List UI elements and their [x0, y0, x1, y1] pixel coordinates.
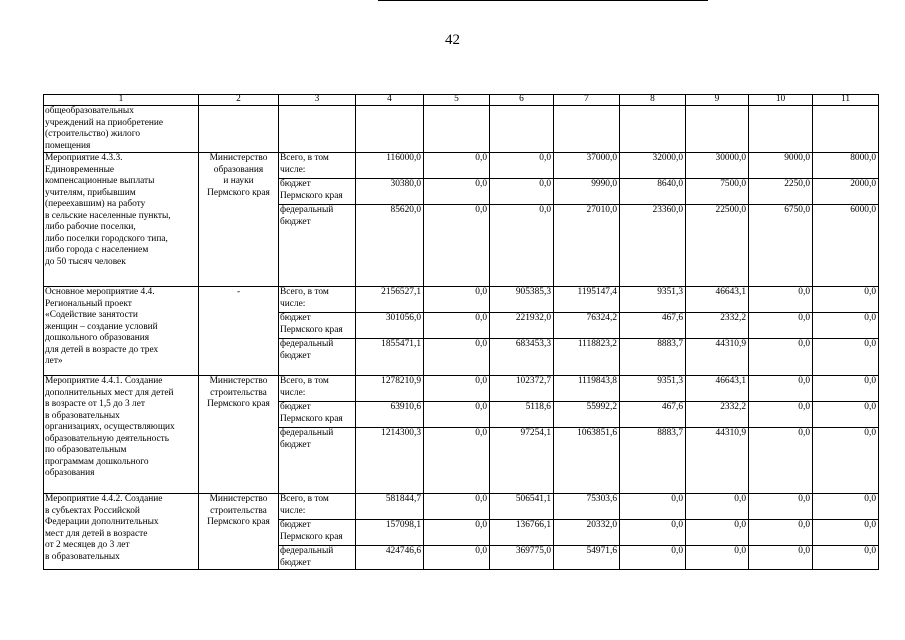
- amount-cell: 0,0: [813, 402, 879, 428]
- activity-name-line: Мероприятие 4.4.2. Создание: [45, 494, 163, 504]
- column-number-header: 5: [424, 95, 490, 106]
- amount-cell: 20332,0: [554, 520, 620, 546]
- amount-cell: 102372,7: [490, 376, 554, 402]
- activity-name-line: либо поселки городского типа,: [45, 233, 168, 244]
- activity-name-line: компенсационные выплаты: [45, 176, 155, 186]
- empty-cell: [749, 106, 813, 153]
- amount-cell: 1195147,4: [554, 287, 620, 313]
- amount-cell: 54971,6: [554, 546, 620, 570]
- activity-name-line: учителям, прибывшим: [45, 187, 136, 198]
- amount-cell: 55992,2: [554, 402, 620, 428]
- amount-cell: 97254,1: [490, 428, 554, 494]
- column-number-header: 3: [279, 95, 356, 106]
- continuation-row: [44, 106, 879, 153]
- activity-name-line: Региональный проект: [45, 298, 132, 309]
- amount-cell: 0,0: [749, 520, 813, 546]
- funding-source-line: Пермского края: [280, 531, 343, 542]
- executor-line: образования: [213, 164, 264, 175]
- executor-line: строительства: [210, 505, 267, 516]
- executor-line: Пермского края: [207, 517, 270, 527]
- amount-cell: 0,0: [490, 153, 554, 179]
- column-number-header: 10: [749, 95, 813, 106]
- continuation-line: (строительство) жилого: [45, 129, 141, 139]
- amount-cell: 9000,0: [749, 153, 813, 179]
- amount-cell: 76324,2: [554, 313, 620, 339]
- funding-source-line: Всего, в том: [280, 376, 329, 386]
- amount-cell: 0,0: [424, 494, 490, 520]
- executor-cell: [199, 287, 279, 376]
- activity-name-line: дополнительных мест для детей: [45, 387, 174, 398]
- amount-cell: 0,0: [620, 546, 686, 570]
- funding-source-cell: [279, 153, 356, 179]
- funding-source-line: Всего, в том: [280, 153, 329, 163]
- funding-source-cell: [279, 428, 356, 494]
- amount-cell: 8000,0: [813, 153, 879, 179]
- funding-source-line: Всего, в том: [280, 494, 329, 504]
- amount-cell: 32000,0: [620, 153, 686, 179]
- amount-cell: 44310,9: [686, 428, 749, 494]
- funding-source-cell: [279, 205, 356, 287]
- empty-cell: [356, 106, 424, 153]
- funding-source-cell: [279, 520, 356, 546]
- activity-name-cell: [44, 153, 199, 287]
- amount-cell: 467,6: [620, 402, 686, 428]
- amount-cell: 0,0: [424, 153, 490, 179]
- funding-source-line: бюджет: [280, 557, 311, 568]
- funding-source-line: бюджет: [280, 216, 311, 227]
- activity-name-line: программам дошкольного: [45, 456, 149, 467]
- amount-cell: 1119843,8: [554, 376, 620, 402]
- amount-cell: 0,0: [424, 520, 490, 546]
- continuation-line: общеобразовательных: [45, 106, 134, 116]
- amount-cell: 0,0: [749, 546, 813, 570]
- table-row: [44, 494, 879, 520]
- activity-name-cell: [44, 376, 199, 494]
- amount-cell: 506541,1: [490, 494, 554, 520]
- amount-cell: 0,0: [813, 313, 879, 339]
- amount-cell: 1855471,1: [356, 339, 424, 376]
- activity-name-line: (переехавшим) на работу: [45, 199, 146, 209]
- amount-cell: 9351,3: [620, 376, 686, 402]
- activity-name-line: в образовательных: [45, 551, 120, 562]
- amount-cell: 1278210,9: [356, 376, 424, 402]
- activity-name-line: по образовательным: [45, 445, 127, 455]
- funding-source-line: федеральный: [280, 546, 334, 556]
- funding-source-line: Всего, в том: [280, 287, 329, 297]
- amount-cell: 0,0: [620, 520, 686, 546]
- table-row: [44, 153, 879, 179]
- amount-cell: 23360,0: [620, 205, 686, 287]
- page-number: 42: [445, 32, 460, 48]
- executor-line: Министерство: [209, 494, 268, 504]
- executor-line: Министерство: [209, 153, 268, 163]
- executor-cell: [199, 494, 279, 570]
- funding-source-line: числе:: [280, 164, 306, 175]
- executor-line: Пермского края: [207, 399, 270, 409]
- amount-cell: 0,0: [813, 428, 879, 494]
- amount-cell: 6750,0: [749, 205, 813, 287]
- funding-source-line: Пермского края: [280, 324, 343, 335]
- activity-name-line: для детей в возрасте до трех: [45, 344, 159, 355]
- amount-cell: 136766,1: [490, 520, 554, 546]
- funding-source-line: числе:: [280, 387, 306, 398]
- amount-cell: 37000,0: [554, 153, 620, 179]
- amount-cell: 2000,0: [813, 179, 879, 205]
- funding-source-line: бюджет: [280, 179, 311, 189]
- amount-cell: 8883,7: [620, 428, 686, 494]
- table-row: [44, 287, 879, 313]
- activity-name-line: Основное мероприятие 4.4.: [45, 287, 155, 297]
- amount-cell: 0,0: [490, 179, 554, 205]
- column-number-header: 7: [554, 95, 620, 106]
- empty-cell: [686, 106, 749, 153]
- amount-cell: 63910,6: [356, 402, 424, 428]
- amount-cell: 0,0: [749, 494, 813, 520]
- amount-cell: 0,0: [749, 287, 813, 313]
- amount-cell: 1214300,3: [356, 428, 424, 494]
- amount-cell: 2332,2: [686, 402, 749, 428]
- amount-cell: 0,0: [813, 546, 879, 570]
- amount-cell: 424746,6: [356, 546, 424, 570]
- column-number-header: 4: [356, 95, 424, 106]
- amount-cell: 905385,3: [490, 287, 554, 313]
- empty-cell: [199, 106, 279, 153]
- funding-source-line: бюджет: [280, 520, 311, 530]
- amount-cell: 0,0: [424, 402, 490, 428]
- amount-cell: 116000,0: [356, 153, 424, 179]
- activity-name-line: образования: [45, 468, 95, 478]
- amount-cell: 2156527,1: [356, 287, 424, 313]
- amount-cell: 7500,0: [686, 179, 749, 205]
- amount-cell: 221932,0: [490, 313, 554, 339]
- amount-cell: 0,0: [813, 494, 879, 520]
- column-number-header: 2: [199, 95, 279, 106]
- amount-cell: 8640,0: [620, 179, 686, 205]
- activity-name-line: либо рабочие поселки,: [45, 222, 136, 232]
- amount-cell: 0,0: [424, 179, 490, 205]
- amount-cell: 46643,1: [686, 376, 749, 402]
- empty-cell: [620, 106, 686, 153]
- amount-cell: 683453,3: [490, 339, 554, 376]
- amount-cell: 30000,0: [686, 153, 749, 179]
- activity-name-line: либо города с населением: [45, 245, 149, 255]
- funding-source-line: федеральный: [280, 428, 334, 438]
- empty-cell: [813, 106, 879, 153]
- activity-name-line: женщин – создание условий: [45, 321, 158, 332]
- funding-source-line: бюджет: [280, 402, 311, 412]
- amount-cell: 9351,3: [620, 287, 686, 313]
- executor-line: Министерство: [209, 376, 268, 386]
- activity-name-line: дошкольного образования: [45, 333, 150, 343]
- empty-cell: [279, 106, 356, 153]
- amount-cell: 0,0: [749, 428, 813, 494]
- activity-name-line: в сельские населенные пункты,: [45, 210, 171, 221]
- executor-line: -: [236, 287, 241, 297]
- empty-cell: [424, 106, 490, 153]
- amount-cell: 0,0: [490, 205, 554, 287]
- amount-cell: 0,0: [424, 205, 490, 287]
- amount-cell: 0,0: [749, 339, 813, 376]
- activity-name-line: до 50 тысяч человек: [45, 256, 126, 267]
- amount-cell: 1118823,2: [554, 339, 620, 376]
- amount-cell: 0,0: [813, 376, 879, 402]
- continuation-name-cell: [44, 106, 199, 153]
- executor-line: Пермского края: [207, 187, 270, 198]
- activity-name-line: в образовательных: [45, 410, 120, 421]
- amount-cell: 0,0: [813, 287, 879, 313]
- amount-cell: 0,0: [424, 428, 490, 494]
- activity-name-line: в субъектах Российской: [45, 505, 140, 516]
- column-number-header: 6: [490, 95, 554, 106]
- executor-line: и науки: [223, 176, 254, 186]
- amount-cell: 6000,0: [813, 205, 879, 287]
- amount-cell: 85620,0: [356, 205, 424, 287]
- funding-source-line: федеральный: [280, 339, 334, 349]
- funding-source-cell: [279, 402, 356, 428]
- activity-name-cell: [44, 287, 199, 376]
- amount-cell: 46643,1: [686, 287, 749, 313]
- activity-name-line: в возрасте от 1,5 до 3 лет: [45, 399, 145, 409]
- funding-source-line: числе:: [280, 505, 306, 516]
- amount-cell: 44310,9: [686, 339, 749, 376]
- funding-source-cell: [279, 179, 356, 205]
- amount-cell: 0,0: [813, 339, 879, 376]
- amount-cell: 467,6: [620, 313, 686, 339]
- funding-source-line: бюджет: [280, 350, 311, 361]
- column-number-header: 8: [620, 95, 686, 106]
- empty-cell: [554, 106, 620, 153]
- funding-source-line: федеральный: [280, 205, 334, 215]
- column-number-header: 11: [813, 95, 879, 106]
- amount-cell: 0,0: [813, 520, 879, 546]
- empty-cell: [490, 106, 554, 153]
- amount-cell: 0,0: [424, 546, 490, 570]
- amount-cell: 0,0: [686, 520, 749, 546]
- funding-source-cell: [279, 546, 356, 570]
- amount-cell: 27010,0: [554, 205, 620, 287]
- amount-cell: 0,0: [424, 287, 490, 313]
- amount-cell: 8883,7: [620, 339, 686, 376]
- budget-table: [43, 94, 879, 570]
- activity-name-line: «Содействие занятости: [45, 310, 138, 320]
- continuation-line: помещения: [45, 140, 91, 151]
- continuation-line: учреждений на приобретение: [45, 117, 164, 128]
- funding-source-line: бюджет: [280, 439, 311, 450]
- table-row: [44, 376, 879, 402]
- amount-cell: 301056,0: [356, 313, 424, 339]
- activity-name-line: лет»: [45, 356, 63, 366]
- funding-source-line: Пермского края: [280, 413, 343, 424]
- amount-cell: 0,0: [686, 494, 749, 520]
- funding-source-cell: [279, 287, 356, 313]
- amount-cell: 0,0: [424, 313, 490, 339]
- amount-cell: 2332,2: [686, 313, 749, 339]
- amount-cell: 22500,0: [686, 205, 749, 287]
- activity-name-line: мест для детей в возрасте: [45, 528, 148, 539]
- column-number-header: 9: [686, 95, 749, 106]
- header-row: [44, 95, 879, 106]
- activity-name-line: образовательную деятельность: [45, 433, 170, 444]
- executor-cell: [199, 376, 279, 494]
- amount-cell: 30380,0: [356, 179, 424, 205]
- amount-cell: 0,0: [749, 402, 813, 428]
- activity-name-cell: [44, 494, 199, 570]
- activity-name-line: Единовременные: [45, 164, 115, 175]
- activity-name-line: Мероприятие 4.4.1. Создание: [45, 376, 163, 386]
- amount-cell: 2250,0: [749, 179, 813, 205]
- funding-source-cell: [279, 494, 356, 520]
- amount-cell: 1063851,6: [554, 428, 620, 494]
- activity-name-line: Федерации дополнительных: [45, 517, 159, 527]
- activity-name-line: Мероприятие 4.3.3.: [45, 153, 123, 163]
- amount-cell: 581844,7: [356, 494, 424, 520]
- amount-cell: 157098,1: [356, 520, 424, 546]
- funding-source-line: Пермского края: [280, 190, 343, 201]
- column-number-header: 1: [44, 95, 199, 106]
- amount-cell: 369775,0: [490, 546, 554, 570]
- funding-source-line: бюджет: [280, 313, 311, 323]
- amount-cell: 0,0: [686, 546, 749, 570]
- amount-cell: 0,0: [620, 494, 686, 520]
- activity-name-line: организациях, осуществляющих: [45, 422, 175, 432]
- amount-cell: 5118,6: [490, 402, 554, 428]
- top-rule: [378, 0, 708, 1]
- amount-cell: 0,0: [424, 376, 490, 402]
- amount-cell: 0,0: [749, 376, 813, 402]
- funding-source-cell: [279, 313, 356, 339]
- amount-cell: 0,0: [749, 313, 813, 339]
- funding-source-cell: [279, 376, 356, 402]
- funding-source-cell: [279, 339, 356, 376]
- executor-line: строительства: [210, 387, 267, 398]
- activity-name-line: от 2 месяцев до 3 лет: [45, 540, 130, 550]
- amount-cell: 9990,0: [554, 179, 620, 205]
- amount-cell: 0,0: [424, 339, 490, 376]
- funding-source-line: числе:: [280, 298, 306, 309]
- amount-cell: 75303,6: [554, 494, 620, 520]
- executor-cell: [199, 153, 279, 287]
